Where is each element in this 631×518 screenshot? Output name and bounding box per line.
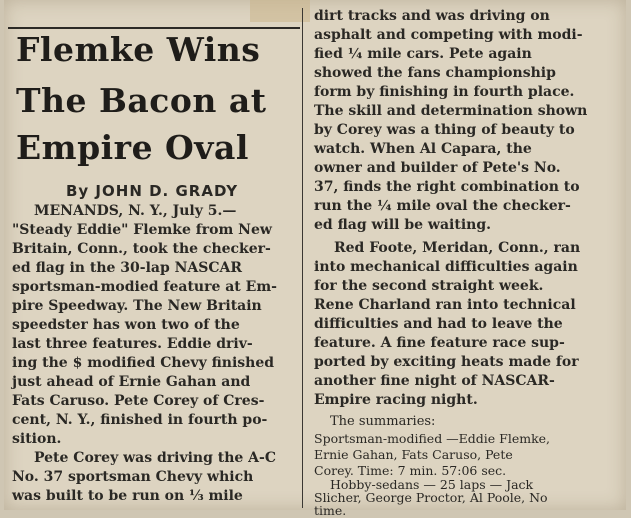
right-line: watch. When Al Capara, the (314, 141, 532, 157)
left-line: sition. (12, 431, 62, 447)
left-line: last three features. Eddie driv- (12, 336, 253, 352)
right-line: ed flag will be waiting. (314, 217, 492, 233)
left-line: speedster has won two of the (12, 317, 240, 333)
summary-line: Hobby-sedans — 25 laps — Jack (330, 477, 534, 492)
summary-line: Corey. Time: 7 min. 57:06 sec. (314, 463, 507, 478)
right-line: feature. A fine feature race sup- (314, 335, 565, 351)
summary-line: Ernie Gahan, Fats Caruso, Pete (314, 447, 513, 462)
left-line: ing the $ modified Chevy finished (12, 355, 275, 371)
right-line: Red Foote, Meridan, Conn., ran (334, 240, 581, 256)
left-line: pire Speedway. The New Britain (12, 298, 262, 314)
right-line: Rene Charland ran into technical (314, 297, 576, 313)
right-line: 37, finds the right combination to (314, 179, 580, 195)
right-line: by Corey was a thing of beauty to (314, 122, 575, 138)
left-line: sportsman-modied feature at Em- (12, 279, 277, 295)
right-line: fied ¼ mile cars. Pete again (314, 46, 532, 62)
headline-line-1: Flemke Wins (16, 30, 261, 69)
summaries-heading: The summaries: (330, 414, 436, 429)
left-line: Fats Caruso. Pete Corey of Cres- (12, 393, 265, 409)
left-line: Britain, Conn., took the checker- (12, 241, 271, 257)
right-line: ported by exciting heats made for (314, 354, 579, 370)
summary-line: Sportsman-modified —Eddie Flemke, (314, 431, 551, 446)
right-line: owner and builder of Pete's No. (314, 160, 561, 176)
right-line: showed the fans championship (314, 65, 556, 81)
headline-line-2: The Bacon at (16, 81, 267, 120)
right-line: for the second straight week. (314, 278, 544, 294)
right-line: another fine night of NASCAR- (314, 373, 555, 389)
left-line: ed flag in the 30-lap NASCAR (12, 260, 243, 276)
left-line: was built to be run on ⅓ mile (12, 488, 243, 504)
left-line: No. 37 sportsman Chevy which (12, 469, 254, 485)
right-line: The skill and determination shown (314, 103, 588, 119)
right-line: difficulties and had to leave the (314, 316, 563, 332)
byline: By JOHN D. GRADY (66, 182, 239, 200)
top-rule (8, 27, 300, 29)
left-line: just ahead of Ernie Gahan and (12, 374, 251, 390)
left-line: Pete Corey was driving the A-C (34, 450, 276, 466)
left-line: cent, N. Y., finished in fourth po- (12, 412, 268, 428)
left-line: "Steady Eddie" Flemke from New (12, 222, 272, 238)
right-line: asphalt and competing with modi- (314, 27, 583, 43)
summary-line: time. (314, 503, 347, 518)
tape-strip (250, 0, 310, 22)
newspaper-clipping (4, 0, 626, 518)
right-line: run the ¼ mile oval the checker- (314, 198, 571, 214)
headline-line-3: Empire Oval (16, 128, 249, 167)
right-line: Empire racing night. (314, 392, 478, 408)
right-line: form by finishing in fourth place. (314, 84, 575, 100)
column-divider (302, 8, 303, 508)
right-line: into mechanical difficulties again (314, 259, 578, 275)
summary-line: Slicher, George Proctor, Al Poole, No (314, 490, 548, 505)
right-line: dirt tracks and was driving on (314, 8, 550, 24)
left-line: MENANDS, N. Y., July 5.— (34, 203, 237, 219)
